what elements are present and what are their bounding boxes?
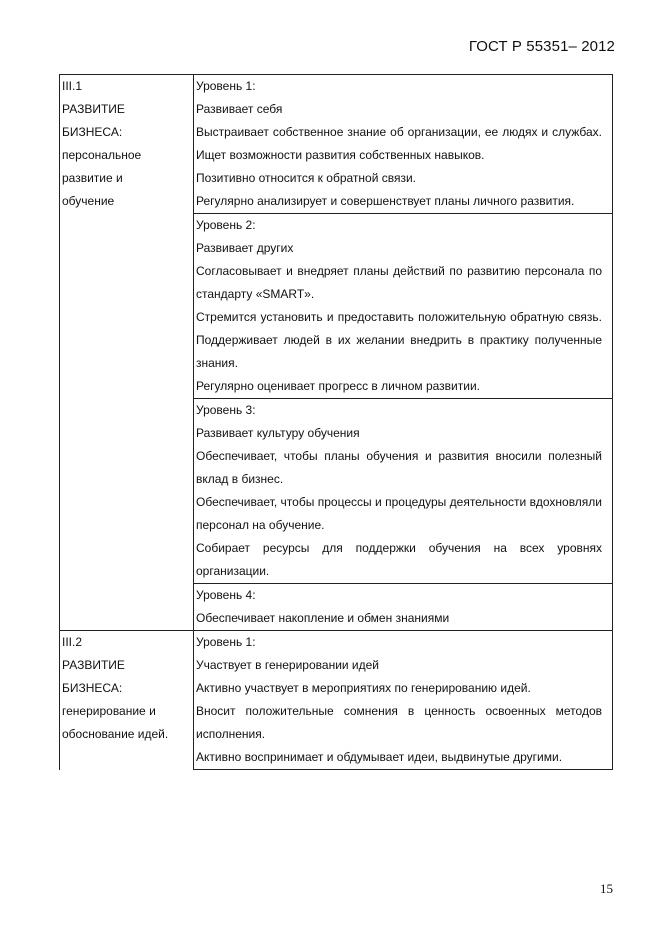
competency-table	[59, 74, 612, 770]
level-paragraph: Обеспечивает, чтобы планы обучения и развития вносили полезный вклад в бизнес.	[196, 449, 602, 486]
level-label: Уровень 1:	[196, 79, 256, 93]
level-name: Участвует в генерировании идей	[196, 658, 380, 672]
level-paragraph: Стремится установить и предоставить положительную обратную связь. Поддерживает людей в их желании внедрить в практику полученные знания.	[196, 310, 602, 370]
level-name: Обеспечивает накопление и обмен знаниями	[196, 611, 450, 625]
level-paragraph: Собирает ресурсы для поддержки обучения на всех уровнях организации.	[196, 541, 602, 578]
competency-cell	[60, 75, 194, 631]
level-paragraph: Позитивно относится к обратной связи.	[196, 171, 417, 185]
level-cell	[194, 75, 613, 214]
level-cell	[194, 399, 613, 584]
level-label: Уровень 2:	[196, 218, 256, 232]
page-number: 15	[600, 881, 613, 896]
competency-title-line: генерирование и	[62, 704, 156, 718]
competency-title-line: РАЗВИТИЕ	[62, 658, 125, 672]
level-paragraph: Обеспечивает, чтобы процессы и процедуры деятельности вдохновляли персонал на обучение.	[196, 495, 602, 532]
competency-title-line: персональное	[62, 148, 142, 162]
competency-code: III.1	[62, 79, 83, 93]
level-label: Уровень 4:	[196, 588, 256, 602]
competency-title-line: обоснование идей.	[62, 727, 169, 741]
competency-title-line: развитие и	[62, 171, 123, 185]
competency-title-line: БИЗНЕСА:	[62, 681, 123, 695]
level-cell	[194, 584, 613, 631]
competency-code: III.2	[62, 635, 83, 649]
competency-cell	[60, 631, 194, 770]
table-row	[60, 631, 613, 770]
competency-title-line: обучение	[62, 194, 115, 208]
level-cell	[194, 214, 613, 399]
level-cell	[194, 631, 613, 770]
level-name: Развивает культуру обучения	[196, 426, 360, 440]
competency-title-line: РАЗВИТИЕ	[62, 102, 125, 116]
level-paragraph: Вносит положительные сомнения в ценность освоенных методов исполнения.	[196, 704, 602, 741]
level-paragraph: Активно участвует в мероприятиях по генерированию идей.	[196, 681, 531, 695]
level-label: Уровень 3:	[196, 403, 256, 417]
level-name: Развивает других	[196, 241, 294, 255]
level-name: Развивает себя	[196, 102, 283, 116]
level-label: Уровень 1:	[196, 635, 256, 649]
level-paragraph: Регулярно оценивает прогресс в личном развитии.	[196, 379, 480, 393]
level-paragraph: Регулярно анализирует и совершенствует планы личного развития.	[196, 194, 575, 208]
table-row	[60, 75, 613, 214]
level-paragraph: Согласовывает и внедряет планы действий по развитию персонала по стандарту «SMART».	[196, 264, 602, 301]
document-standard-header: ГОСТ Р 55351– 2012	[468, 38, 615, 55]
level-paragraph: Активно воспринимает и обдумывает идеи, выдвинутые другими.	[196, 750, 563, 764]
level-paragraph: Выстраивает собственное знание об организации, ее людях и службах. Ищет возможности развития собственных навыков.	[196, 125, 602, 162]
competency-title-line: БИЗНЕСА:	[62, 125, 123, 139]
